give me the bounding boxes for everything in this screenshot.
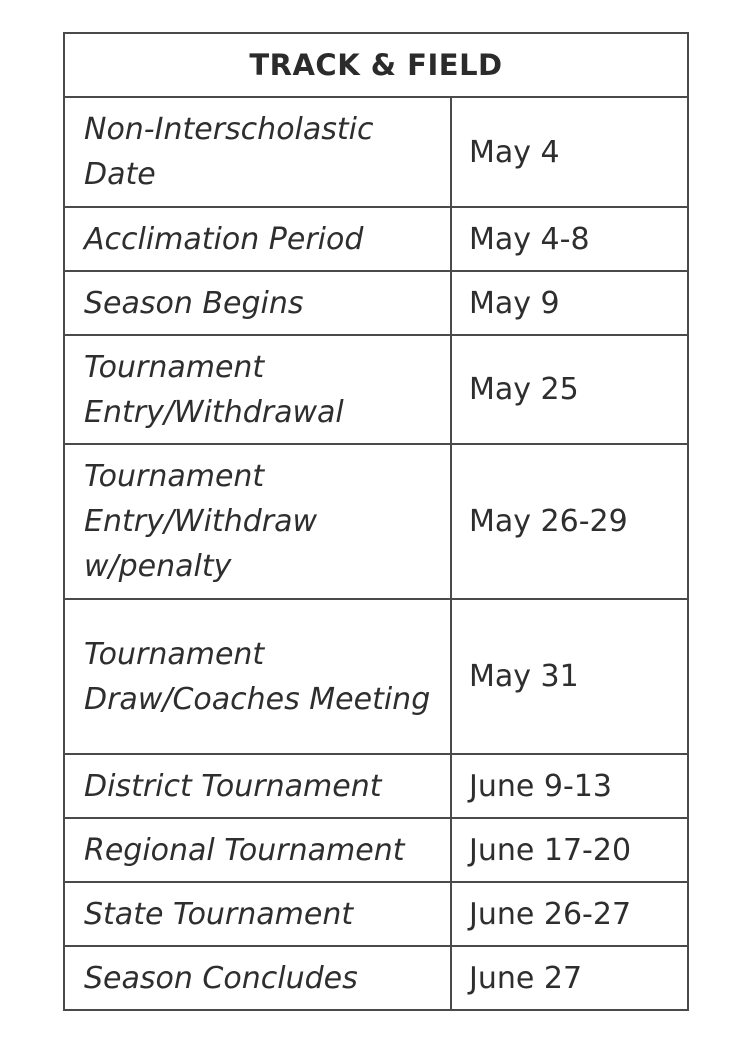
- event-date: May 4: [451, 97, 688, 207]
- event-date: June 27: [451, 946, 688, 1010]
- table-header-row: [64, 33, 688, 97]
- event-date: June 9-13: [451, 754, 688, 818]
- event-name: District Tournament: [64, 754, 451, 818]
- table-row: [64, 271, 688, 335]
- table-row: [64, 207, 688, 271]
- event-date: May 9: [451, 271, 688, 335]
- event-name: Tournament Entry/Withdraw w/penalty: [64, 444, 451, 599]
- table-row: [64, 97, 688, 207]
- table-row: [64, 335, 688, 444]
- event-name: Season Begins: [64, 271, 451, 335]
- event-name: Regional Tournament: [64, 818, 451, 882]
- event-name: Season Concludes: [64, 946, 451, 1010]
- event-date: May 31: [451, 599, 688, 754]
- event-name: Tournament Draw/Coaches Meeting: [64, 599, 451, 754]
- event-name: State Tournament: [64, 882, 451, 946]
- table-row: [64, 599, 688, 754]
- table-row: [64, 444, 688, 599]
- event-name: Tournament Entry/Withdrawal: [64, 335, 451, 444]
- event-date: May 26-29: [451, 444, 688, 599]
- table-row: [64, 818, 688, 882]
- event-date: June 26-27: [451, 882, 688, 946]
- event-name: Non-Interscholastic Date: [64, 97, 451, 207]
- event-date: May 4-8: [451, 207, 688, 271]
- event-name: Acclimation Period: [64, 207, 451, 271]
- table-title: TRACK & FIELD: [64, 33, 688, 97]
- event-date: June 17-20: [451, 818, 688, 882]
- table-row: [64, 754, 688, 818]
- schedule-table: [63, 32, 689, 1011]
- table-row: [64, 946, 688, 1010]
- table-row: [64, 882, 688, 946]
- event-date: May 25: [451, 335, 688, 444]
